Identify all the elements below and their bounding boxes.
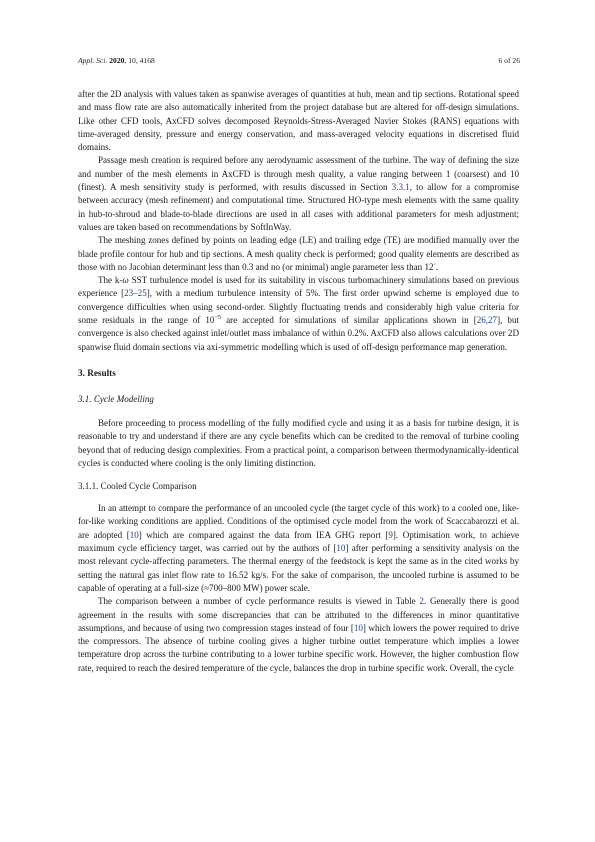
- subsubsection-heading-cooled-cycle: 3.1.1. Cooled Cycle Comparison: [78, 481, 197, 492]
- journal-abbrev: Appl. Sci.: [78, 56, 108, 65]
- section-heading-results: 3. Results: [78, 367, 116, 378]
- journal-year: 2020: [109, 56, 125, 65]
- subsection-heading-cycle-modelling: 3.1. Cycle Modelling: [78, 393, 154, 404]
- paragraph-cycle-modelling: Before proceeding to process modelling of the fully modified cycle and using it as a basis for turbine design, it is reasonable to try and understand if there are any cycle benefits which can be credited to the removal of turbine cooling beyond that of reducing design complexities. From a practical point, a comparison between thermodynamically-identical cycles is conducted where cooling is the only limiting distinction.: [78, 417, 519, 468]
- exponent: −5: [214, 314, 222, 322]
- degree-sign: ◦: [433, 260, 436, 268]
- paragraph-meshing-zones: The meshing zones defined by points on leading edge (LE) and trailing edge (TE) are modified manually over the blade profile contour for hub and tip sections. A mesh quality check is performed; good quality elements are described as those with no Jacobian determinant less than 0.3 and no (or minimal) angle parameter less than 12◦.: [78, 235, 519, 272]
- article-body: [78, 88, 519, 675]
- journal-volume: 10: [128, 56, 136, 65]
- page-number: 6 of 26: [498, 56, 520, 65]
- journal-citation: Appl. Sci. 2020, 10, 4168: [78, 56, 155, 65]
- paragraph-axcfd-rans: after the 2D analysis with values taken as spanwise averages of quantities at hub, mean and tip sections. Rotational speed and mass flow rate are also automatically inherited from the project database but are altered for off-design simulations. Like other CFD tools, AxCFD solves decomposed Reynolds-Stress-Averaged Navier Stokes (RANS) equations with time-averaged density, pressure and energy conservation, and mass-averaged velocity equations in discretised fluid domains.: [78, 89, 519, 153]
- citation-link[interactable]: 23–25: [124, 288, 147, 299]
- paragraph-turbulence-model: The k-ω SST turbulence model is used for its suitability in viscous turbomachinery simulations based on previous experience [23–25], with a medium turbulence intensity of 5%. The first order upwind scheme is employed due to convergence difficulties when using second-order. Slightly fluctuating trends and considerably high value criteria for some residuals in the range of $10^{-5}$ are accepted for simulations of similar applications shown in [26,27], but convergence is also checked against inlet/outlet mass imbalance of within 0.2%. AxCFD also allows calculations over 2D spanwise fluid domain sections via axi-symmetric modelling which is used of off-design performance map generation.: [78, 275, 519, 352]
- paragraph-cooled-cycle-comparison: In an attempt to compare the performance of an uncooled cycle (the target cycle of this work) to a cooled one, like-for-like working conditions are applied. Conditions of the optimised cycle model from the work of Scaccabarozzi et al. are adopted [10] which are compared against the data from IEA GHG report [9]. Optimisation work, to achieve maximum cycle efficiency target, was carried out by the authors of [10] after performing a sensitivity analysis on the most relevant cycle-affecting parameters. The thermal energy of the feedstock is kept the same as in the cited works by setting the natural gas inlet flow rate to 16.52 kg/s. For the sake of comparison, the uncooled turbine is assumed to be capable of operating at a full-size (≈700–800 MW) power scale.: [78, 503, 519, 593]
- citation-link[interactable]: 9: [388, 529, 393, 540]
- section-link[interactable]: 3.3.1: [391, 182, 410, 193]
- paragraph-mesh-creation: Passage mesh creation is required before any aerodynamic assessment of the turbine. The way of defining the size and number of the mesh elements in AxCFD is through mesh quality, a value ranging between 1 (coarsest) and 10 (finest). A mesh sensitivity study is performed, with results discussed in Section 3.3.1, to allow for a compromise between accuracy (mesh refinement) and computational time. Structured HO-type mesh elements with the same quality in hub-to-shroud and blade-to-blade directions are used in all cases with additional parameters for mesh adjustment; values are taken based on recommendations by SoftInWay.: [78, 155, 520, 232]
- citation-link[interactable]: 10: [353, 622, 363, 633]
- running-header: [78, 56, 520, 68]
- article-number: 4168: [139, 56, 155, 65]
- omega-symbol: ω: [122, 275, 129, 286]
- citation-link[interactable]: 26,27: [476, 315, 498, 326]
- citation-link[interactable]: 10: [129, 529, 139, 540]
- paragraph-performance-comparison: The comparison between a number of cycle performance results is viewed in Table 2. Generally there is good agreement in the results with some discrepancies that can be attributed to the differences in minor quantitative assumptions, and because of using two compression stages instead of four [10] which lowers the power required to drive the compressors. The absence of turbine cooling gives a higher turbine outlet temperature which implies a lower temperature drop across the turbine contributing to a lower turbine specific work. However, the higher combustion flow rate, required to reach the desired temperature of the cycle, balances the drop in turbine specific work. Overall, the cycle: [78, 596, 519, 673]
- citation-link[interactable]: 10: [336, 543, 346, 554]
- table-link[interactable]: 2: [419, 596, 424, 607]
